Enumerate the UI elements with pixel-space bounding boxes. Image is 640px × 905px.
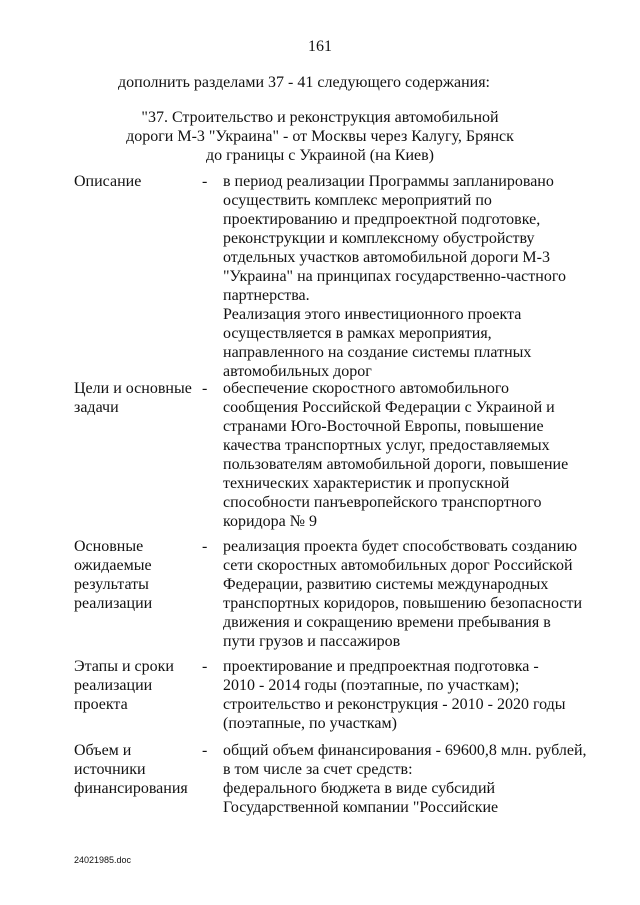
body-line: проектирование и предпроектная подготовка -	[223, 658, 539, 675]
section-label	[74, 537, 199, 613]
label-line: реализации	[74, 677, 153, 694]
body-line: сети скоростных автомобильных дорог Российской	[223, 557, 573, 574]
body-line: сообщения Российской Федерации с Украиной и	[223, 399, 555, 416]
body-line: "Украина" на принципах государственно-частного	[223, 268, 566, 285]
body-line: Государственной компании "Российские	[223, 799, 499, 816]
body-line: федерального бюджета в виде субсидий	[223, 780, 496, 797]
page-number: 161	[308, 38, 332, 55]
body-line: способности панъевропейского транспортного	[223, 494, 542, 511]
body-line: автомобильных дорог	[223, 363, 372, 380]
body-line: пользователям автомобильной дороги, повышение	[223, 456, 569, 473]
label-line: Описание	[74, 173, 142, 190]
dash: -	[202, 173, 208, 190]
heading-line: дороги М-3 "Украина" - от Москвы через Калугу, Брянск	[126, 128, 514, 145]
body-line: (поэтапные, по участкам)	[223, 715, 397, 732]
section-body	[223, 379, 573, 531]
body-line: Реализация этого инвестиционного проекта	[223, 306, 522, 323]
body-line: технических характеристик и пропускной	[223, 475, 510, 492]
label-line: Цели и основные	[74, 380, 192, 397]
body-line: странами Юго-Восточной Европы, повышение	[223, 418, 544, 435]
label-line: Этапы и сроки	[74, 658, 174, 675]
body-line: осуществить комплекс мероприятий по	[223, 192, 492, 209]
section-body	[223, 537, 583, 651]
label-line: задачи	[74, 399, 119, 416]
body-line: пути грузов и пассажиров	[223, 633, 401, 650]
body-line: 2010 - 2014 годы (поэтапные, по участкам);	[223, 677, 520, 694]
label-line: результаты	[74, 576, 149, 593]
section-body	[223, 172, 573, 381]
label-line: ожидаемые	[74, 557, 152, 574]
dash: -	[202, 742, 208, 759]
body-line: Федерации, развитию системы международных	[223, 576, 549, 593]
document-filename: 24021985.doc	[74, 855, 132, 865]
body-line: общий объем финансирования - 69600,8 млн. рублей,	[223, 742, 587, 759]
section-label	[74, 741, 199, 798]
section-body	[223, 741, 587, 817]
body-line: отдельных участков автомобильной дороги М-3	[223, 249, 550, 266]
body-line: в том числе за счет средств:	[223, 761, 413, 778]
body-line: осуществляется в рамках мероприятия,	[223, 325, 492, 342]
label-line: реализации	[74, 595, 153, 612]
body-line: строительство и реконструкция - 2010 - 2020 годы	[223, 696, 566, 713]
heading-line: до границы с Украиной (на Киев)	[205, 147, 435, 164]
label-line: проекта	[74, 696, 128, 713]
section-body	[223, 657, 573, 733]
section-heading	[0, 108, 640, 165]
dash: -	[202, 538, 208, 555]
intro-text: дополнить разделами 37 - 41 следующего содержания:	[118, 74, 490, 91]
label-line: финансирования	[74, 780, 188, 797]
label-line: источники	[74, 761, 146, 778]
section-label	[74, 657, 199, 714]
body-line: качества транспортных услуг, предоставляемых	[223, 437, 550, 454]
body-line: реконструкции и комплексному обустройству	[223, 230, 535, 247]
heading-line: "37. Строительство и реконструкция автомобильной	[141, 109, 499, 126]
dash: -	[202, 658, 208, 675]
body-line: в период реализации Программы запланировано	[223, 173, 554, 190]
body-line: направленного на создание системы платных	[223, 344, 532, 361]
dash: -	[202, 380, 208, 397]
section-label	[74, 172, 199, 191]
label-line: Объем и	[74, 742, 132, 759]
body-line: коридора № 9	[223, 513, 318, 530]
body-line: партнерства.	[223, 287, 310, 304]
label-line: Основные	[74, 538, 144, 555]
body-line: реализация проекта будет способствовать созданию	[223, 538, 578, 555]
body-line: обеспечение скоростного автомобильного	[223, 380, 510, 397]
body-line: движения и сокращению времени пребывания в	[223, 614, 551, 631]
body-line: проектированию и предпроектной подготовке,	[223, 211, 541, 228]
section-label	[74, 379, 199, 417]
body-line: транспортных коридоров, повышению безопасности	[223, 595, 583, 612]
